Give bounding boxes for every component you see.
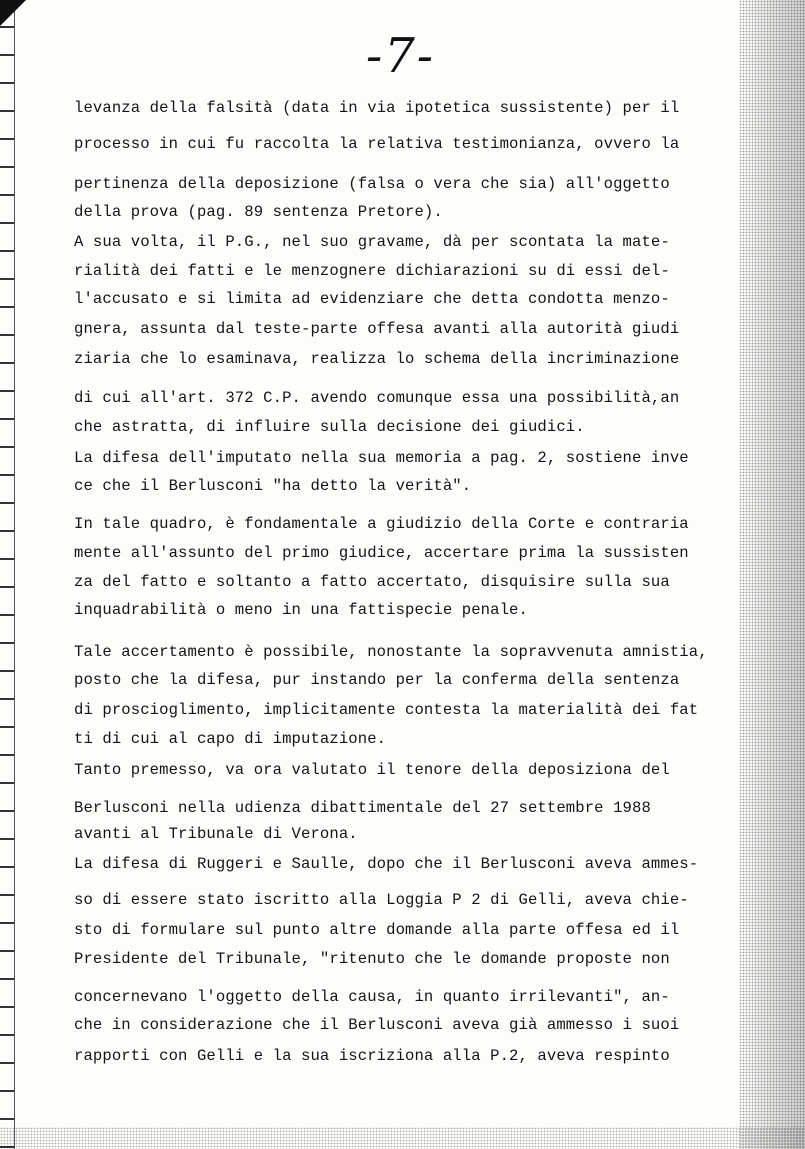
text-line: mente all'assunto del primo giudice, accertare prima la sussisten	[74, 544, 689, 562]
text-line: sto di formulare sul punto altre domande alla parte offesa ed il	[74, 921, 680, 939]
text-line: A sua volta, il P.G., nel suo gravame, dà per scontata la mate-	[74, 233, 670, 251]
text-line: Tale accertamento è possibile, nonostante la sopravvenuta amnistia,	[74, 643, 708, 661]
text-line: della prova (pag. 89 sentenza Pretore).	[74, 203, 443, 221]
corner-shadow	[0, 0, 26, 26]
text-line: di cui all'art. 372 C.P. avendo comunque essa una possibilità,an	[74, 389, 680, 407]
text-line: che astratta, di influire sulla decisione dei giudici.	[74, 418, 585, 436]
text-line: processo in cui fu raccolta la relativa testimonianza, ovvero la	[74, 135, 680, 153]
text-line: che in considerazione che il Berlusconi aveva già ammesso i suoi	[74, 1016, 680, 1034]
text-line: La difesa di Ruggeri e Saulle, dopo che il Berlusconi aveva ammes-	[74, 855, 699, 873]
scan-edge-bottom	[0, 1127, 805, 1149]
text-line: levanza della falsità (data in via ipotetica sussistente) per il	[74, 99, 680, 117]
binding-edge	[0, 0, 15, 1149]
text-line: concernevano l'oggetto della causa, in quanto irrilevanti", an-	[74, 988, 670, 1006]
text-line: so di essere stato iscritto alla Loggia P 2 di Gelli, aveva chie-	[74, 891, 689, 909]
scan-edge-right	[739, 0, 805, 1149]
text-line: rialità dei fatti e le menzognere dichiarazioni su di essi del-	[74, 262, 670, 280]
text-line: La difesa dell'imputato nella sua memoria a pag. 2, sostiene inve	[74, 449, 689, 467]
text-line: Berlusconi nella udienza dibattimentale del 27 settembre 1988	[74, 799, 651, 817]
text-line: za del fatto e soltanto a fatto accertato, disquisire sulla sua	[74, 573, 670, 591]
text-line: ziaria che lo esaminava, realizza lo schema della incriminazione	[74, 350, 680, 368]
text-line: posto che la difesa, pur instando per la conferma della sentenza	[74, 671, 680, 689]
text-line: l'accusato e si limita ad evidenziare che detta condotta menzo-	[74, 290, 670, 308]
text-line: Tanto premesso, va ora valutato il tenore della deposiziona del	[74, 761, 670, 779]
text-line: In tale quadro, è fondamentale a giudizio della Corte e contraria	[74, 515, 689, 533]
text-line: inquadrabilità o meno in una fattispecie penale.	[74, 601, 528, 619]
page-number: -7-	[366, 28, 435, 84]
text-line: rapporti con Gelli e la sua iscriziona alla P.2, aveva respinto	[74, 1047, 670, 1065]
text-line: ce che il Berlusconi "ha detto la verità".	[74, 477, 472, 495]
text-line: ti di cui al capo di imputazione.	[74, 730, 387, 748]
text-line: gnera, assunta dal teste-parte offesa avanti alla autorità giudi	[74, 320, 680, 338]
text-line: pertinenza della deposizione (falsa o vera che sia) all'oggetto	[74, 175, 670, 193]
text-line: avanti al Tribunale di Verona.	[74, 825, 358, 843]
text-line: Presidente del Tribunale, "ritenuto che le domande proposte non	[74, 950, 670, 968]
text-line: di proscioglimento, implicitamente contesta la materialità dei fat	[74, 701, 699, 719]
